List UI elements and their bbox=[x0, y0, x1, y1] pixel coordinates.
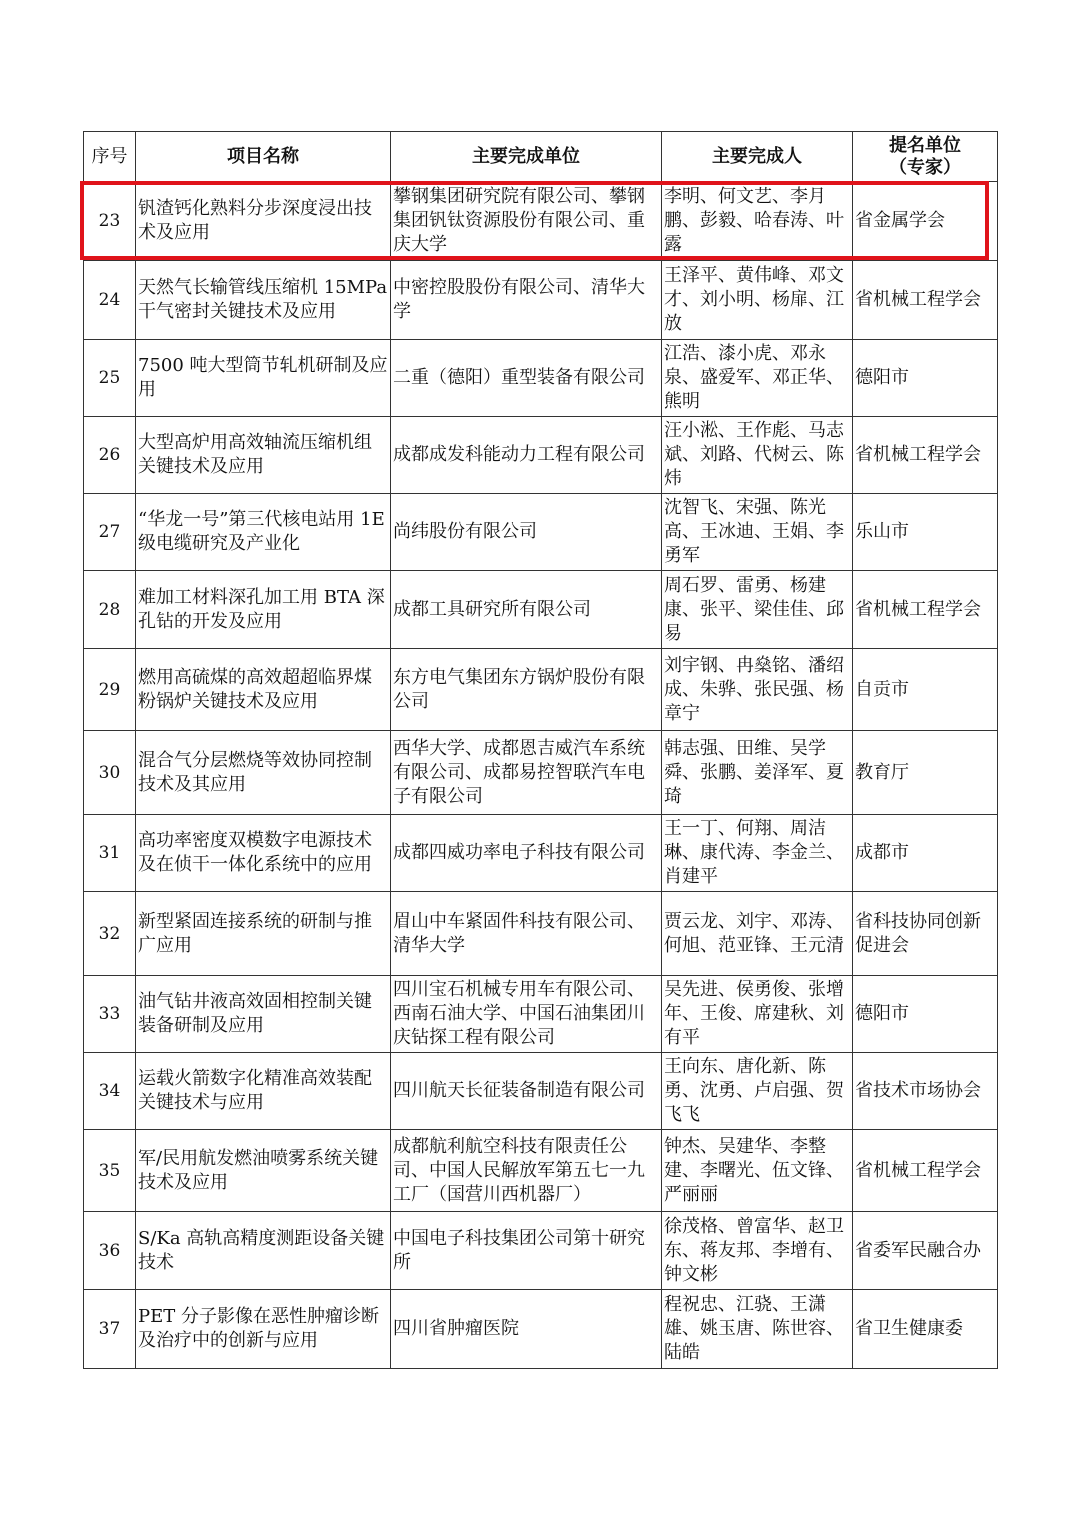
completing-persons: 徐茂格、曾富华、赵卫东、蒋友邦、李增有、钟文彬 bbox=[662, 1212, 853, 1290]
header-nominator bbox=[853, 132, 998, 182]
completing-unit: 攀钢集团研究院有限公司、攀钢集团钒钛资源股份有限公司、重庆大学 bbox=[391, 182, 662, 261]
header-nominator-line1: 提名单位 bbox=[889, 134, 961, 156]
nominating-unit: 省科技协同创新促进会 bbox=[853, 892, 998, 976]
completing-persons: 吴先进、侯勇俊、张增年、王俊、席建秋、刘有平 bbox=[662, 976, 853, 1053]
project-name: 难加工材料深孔加工用 BTA 深孔钻的开发及应用 bbox=[136, 571, 391, 649]
table-row bbox=[84, 261, 998, 340]
nominating-unit: 成都市 bbox=[853, 815, 998, 892]
table-row bbox=[84, 571, 998, 649]
completing-unit: 中国电子科技集团公司第十研究所 bbox=[391, 1212, 662, 1290]
project-name: 高功率密度双模数字电源技术及在侦干一体化系统中的应用 bbox=[136, 815, 391, 892]
project-name: PET 分子影像在恶性肿瘤诊断及治疗中的创新与应用 bbox=[136, 1290, 391, 1369]
nominating-unit: 省机械工程学会 bbox=[853, 417, 998, 494]
header-project: 项目名称 bbox=[136, 132, 391, 182]
table-header-row bbox=[84, 132, 998, 182]
completing-persons: 汪小淞、王作彪、马志斌、刘路、代树云、陈炜 bbox=[662, 417, 853, 494]
header-seq: 序号 bbox=[84, 132, 136, 182]
table-row bbox=[84, 731, 998, 815]
completing-unit: 眉山中车紧固件科技有限公司、清华大学 bbox=[391, 892, 662, 976]
completing-persons: 江浩、漆小虎、邓永泉、盛爱军、邓正华、熊明 bbox=[662, 340, 853, 417]
row-number: 34 bbox=[84, 1053, 136, 1130]
project-name: 混合气分层燃烧等效协同控制技术及其应用 bbox=[136, 731, 391, 815]
row-number: 23 bbox=[84, 182, 136, 261]
table-row bbox=[84, 1290, 998, 1369]
row-number: 28 bbox=[84, 571, 136, 649]
completing-persons: 钟杰、吴建华、李整建、李曙光、伍文锋、严丽丽 bbox=[662, 1130, 853, 1212]
completing-unit: 四川航天长征装备制造有限公司 bbox=[391, 1053, 662, 1130]
header-nominator-line2: （专家） bbox=[889, 156, 961, 178]
nominating-unit: 省技术市场协会 bbox=[853, 1053, 998, 1130]
completing-persons: 刘宇钢、冉燊铭、潘绍成、朱骅、张民强、杨章宁 bbox=[662, 649, 853, 731]
row-number: 26 bbox=[84, 417, 136, 494]
completing-unit: 东方电气集团东方锅炉股份有限公司 bbox=[391, 649, 662, 731]
completing-persons: 王泽平、黄伟峰、邓文才、刘小明、杨扉、江放 bbox=[662, 261, 853, 340]
row-number: 24 bbox=[84, 261, 136, 340]
row-number: 32 bbox=[84, 892, 136, 976]
completing-persons: 韩志强、田维、吴学舜、张鹏、姜泽军、夏琦 bbox=[662, 731, 853, 815]
nominating-unit: 自贡市 bbox=[853, 649, 998, 731]
header-persons: 主要完成人 bbox=[662, 132, 853, 182]
completing-persons: 王向东、唐化新、陈勇、沈勇、卢启强、贺飞飞 bbox=[662, 1053, 853, 1130]
row-number: 33 bbox=[84, 976, 136, 1053]
nominating-unit: 德阳市 bbox=[853, 340, 998, 417]
completing-persons: 程祝忠、江骁、王潇雄、姚玉唐、陈世容、陆皓 bbox=[662, 1290, 853, 1369]
table-row bbox=[84, 976, 998, 1053]
completing-persons: 沈智飞、宋强、陈光高、王冰迪、王娟、李勇军 bbox=[662, 494, 853, 571]
completing-unit: 成都工具研究所有限公司 bbox=[391, 571, 662, 649]
nominating-unit: 德阳市 bbox=[853, 976, 998, 1053]
completing-unit: 成都四威功率电子科技有限公司 bbox=[391, 815, 662, 892]
completing-unit: 西华大学、成都恩吉威汽车系统有限公司、成都易控智联汽车电子有限公司 bbox=[391, 731, 662, 815]
completing-persons: 周石罗、雷勇、杨建康、张平、梁佳佳、邱易 bbox=[662, 571, 853, 649]
nominating-unit: 省委军民融合办 bbox=[853, 1212, 998, 1290]
table-row bbox=[84, 1053, 998, 1130]
table-row bbox=[84, 494, 998, 571]
row-number: 36 bbox=[84, 1212, 136, 1290]
project-name: 军/民用航发燃油喷雾系统关键技术及应用 bbox=[136, 1130, 391, 1212]
table-row bbox=[84, 892, 998, 976]
row-number: 27 bbox=[84, 494, 136, 571]
project-name: 运载火箭数字化精准高效装配关键技术与应用 bbox=[136, 1053, 391, 1130]
table-row bbox=[84, 649, 998, 731]
header-unit: 主要完成单位 bbox=[391, 132, 662, 182]
project-name: 大型高炉用高效轴流压缩机组关键技术及应用 bbox=[136, 417, 391, 494]
row-number: 30 bbox=[84, 731, 136, 815]
project-name: 钒渣钙化熟料分步深度浸出技术及应用 bbox=[136, 182, 391, 261]
nominating-unit: 省卫生健康委 bbox=[853, 1290, 998, 1369]
table-row bbox=[84, 1130, 998, 1212]
completing-persons: 贾云龙、刘宇、邓涛、何旭、范亚锋、王元清 bbox=[662, 892, 853, 976]
row-number: 31 bbox=[84, 815, 136, 892]
nominating-unit: 乐山市 bbox=[853, 494, 998, 571]
completing-unit: 四川宝石机械专用车有限公司、西南石油大学、中国石油集团川庆钻探工程有限公司 bbox=[391, 976, 662, 1053]
row-number: 29 bbox=[84, 649, 136, 731]
completing-persons: 李明、何文艺、李月鹏、彭毅、哈春涛、叶露 bbox=[662, 182, 853, 261]
row-number: 35 bbox=[84, 1130, 136, 1212]
completing-unit: 二重（德阳）重型装备有限公司 bbox=[391, 340, 662, 417]
completing-persons: 王一丁、何翔、周洁琳、康代涛、李金兰、肖建平 bbox=[662, 815, 853, 892]
project-name: “华龙一号”第三代核电站用 1E 级电缆研究及产业化 bbox=[136, 494, 391, 571]
row-number: 37 bbox=[84, 1290, 136, 1369]
project-name: 新型紧固连接系统的研制与推广应用 bbox=[136, 892, 391, 976]
table-row bbox=[84, 815, 998, 892]
completing-unit: 成都成发科能动力工程有限公司 bbox=[391, 417, 662, 494]
row-number: 25 bbox=[84, 340, 136, 417]
award-table bbox=[83, 131, 998, 1369]
project-name: 天然气长输管线压缩机 15MPa 干气密封关键技术及应用 bbox=[136, 261, 391, 340]
nominating-unit: 省机械工程学会 bbox=[853, 261, 998, 340]
project-name: 油气钻井液高效固相控制关键装备研制及应用 bbox=[136, 976, 391, 1053]
table-row bbox=[84, 417, 998, 494]
nominating-unit: 省机械工程学会 bbox=[853, 1130, 998, 1212]
table-row bbox=[84, 182, 998, 261]
nominating-unit: 省机械工程学会 bbox=[853, 571, 998, 649]
table-row bbox=[84, 340, 998, 417]
nominating-unit: 省金属学会 bbox=[853, 182, 998, 261]
completing-unit: 成都航利航空科技有限责任公司、中国人民解放军第五七一九工厂（国营川西机器厂） bbox=[391, 1130, 662, 1212]
project-name: 燃用高硫煤的高效超超临界煤粉锅炉关键技术及应用 bbox=[136, 649, 391, 731]
completing-unit: 尚纬股份有限公司 bbox=[391, 494, 662, 571]
table-row bbox=[84, 1212, 998, 1290]
project-name: S/Ka 高轨高精度测距设备关键技术 bbox=[136, 1212, 391, 1290]
project-name: 7500 吨大型筒节轧机研制及应用 bbox=[136, 340, 391, 417]
completing-unit: 中密控股股份有限公司、清华大学 bbox=[391, 261, 662, 340]
nominating-unit: 教育厅 bbox=[853, 731, 998, 815]
completing-unit: 四川省肿瘤医院 bbox=[391, 1290, 662, 1369]
